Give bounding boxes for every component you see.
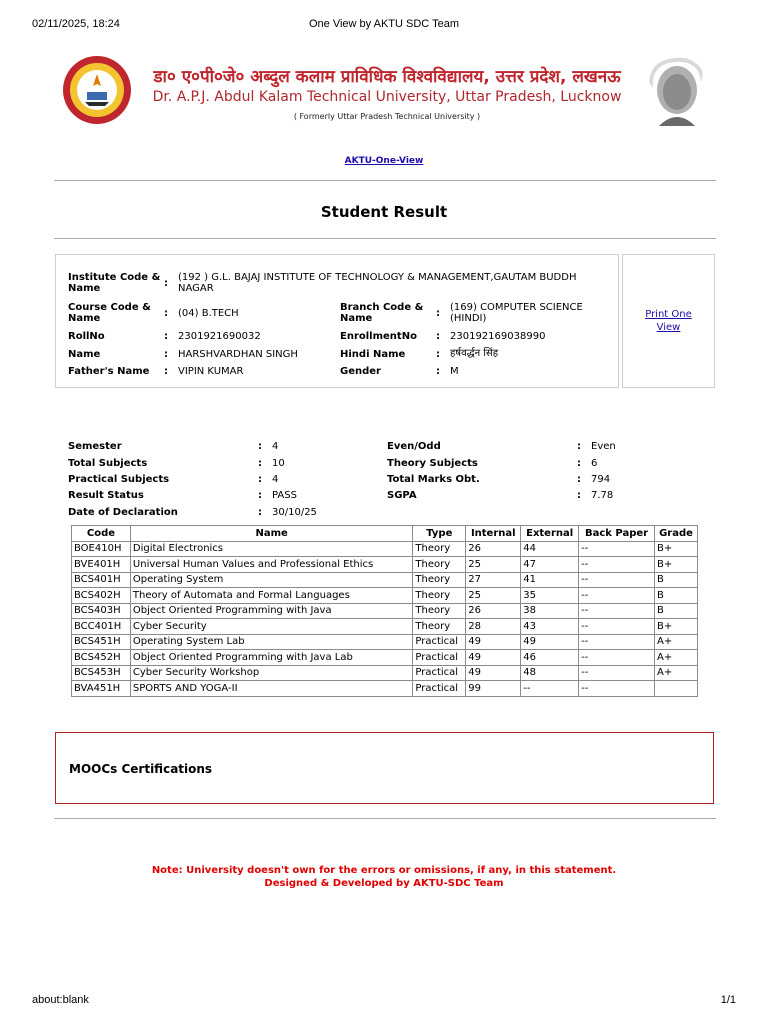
rollno-value: 2301921690032 [178,331,261,342]
print-box [622,254,715,388]
grade: B+ [655,557,698,573]
table-row [72,681,698,697]
back-paper: -- [579,588,655,604]
branch-label: Branch Code & Name [340,302,424,324]
back-paper: -- [579,681,655,697]
colon: : [258,474,262,485]
gender-label: Gender [340,366,381,377]
results-body [72,541,698,696]
grade: B [655,588,698,604]
column-header: Code [72,526,131,542]
subject-type: Theory [413,619,466,635]
colon: : [436,366,440,377]
subject-name: Object Oriented Programming with Java Lab [130,650,412,666]
external-marks: 44 [521,541,579,557]
external-marks: -- [521,681,579,697]
back-paper: -- [579,572,655,588]
theory-subjects-value: 6 [591,458,598,469]
divider [54,818,716,819]
print-header [32,18,736,32]
sgpa-label: SGPA [387,490,417,501]
total-subjects-label: Total Subjects [68,458,148,469]
subject-type: Practical [413,681,466,697]
subject-name: Operating System Lab [130,634,412,650]
total-marks-value: 794 [591,474,611,485]
colon: : [164,331,168,342]
evenodd-label: Even/Odd [387,441,441,452]
colon: : [164,308,168,319]
colon: : [577,441,581,452]
gender-value: M [450,366,459,377]
colon: : [164,366,168,377]
university-logo-icon [61,54,133,126]
subject-type: Theory [413,572,466,588]
back-paper: -- [579,557,655,573]
subject-type: Theory [413,557,466,573]
colon: : [258,507,262,518]
subject-code: BCC401H [72,619,131,635]
subject-code: BCS403H [72,603,131,619]
result-status-label: Result Status [68,490,144,501]
portrait-image-icon [639,52,713,126]
grade [655,681,698,697]
moocs-section [55,732,714,804]
colon: : [436,308,440,319]
print-one-view-link[interactable]: Print One View [645,309,692,333]
hindi-name-value: हर्षवर्द्धन सिंह [450,348,499,359]
external-marks: 43 [521,619,579,635]
subject-name: Cyber Security Workshop [130,665,412,681]
back-paper: -- [579,603,655,619]
enrollment-label: EnrollmentNo [340,331,417,342]
total-marks-label: Total Marks Obt. [387,474,480,485]
subject-name: Theory of Automata and Formal Languages [130,588,412,604]
column-header: Internal [466,526,521,542]
declaration-date-value: 30/10/25 [272,507,317,518]
table-row [72,619,698,635]
print-date: 02/11/2025, 18:24 [32,18,120,30]
print-footer [32,994,736,1008]
subject-type: Theory [413,603,466,619]
colon: : [164,278,168,289]
column-header: Grade [655,526,698,542]
student-info-box [55,254,619,388]
subject-code: BCS451H [72,634,131,650]
subject-type: Practical [413,650,466,666]
subject-name: Object Oriented Programming with Java [130,603,412,619]
grade: B [655,603,698,619]
subject-type: Practical [413,634,466,650]
colon: : [258,490,262,501]
back-paper: -- [579,634,655,650]
colon: : [164,349,168,360]
internal-marks: 49 [466,665,521,681]
results-table [71,525,698,697]
back-paper: -- [579,650,655,666]
rollno-label: RollNo [68,331,105,342]
subject-code: BVA451H [72,681,131,697]
colon: : [258,441,262,452]
result-status-value: PASS [272,490,297,501]
table-row [72,665,698,681]
internal-marks: 27 [466,572,521,588]
table-header-row [72,526,698,542]
course-label: Course Code & Name [68,302,151,324]
institute-value: (192 ) G.L. BAJAJ INSTITUTE OF TECHNOLOGY & MANAGEMENT,GAUTAM BUDDH NAGAR [178,272,577,294]
disclaimer-note [0,864,768,890]
internal-marks: 99 [466,681,521,697]
column-header: Name [130,526,412,542]
external-marks: 47 [521,557,579,573]
university-former-name: ( Formerly Uttar Pradesh Technical University ) [293,112,481,121]
table-row [72,650,698,666]
divider [54,180,716,181]
aktu-one-view-link[interactable]: AKTU-One-View [344,156,424,166]
grade: A+ [655,634,698,650]
colon: : [258,458,262,469]
colon: : [577,458,581,469]
external-marks: 35 [521,588,579,604]
internal-marks: 49 [466,634,521,650]
name-value: HARSHVARDHAN SINGH [178,349,298,360]
internal-marks: 25 [466,588,521,604]
table-row [72,572,698,588]
university-name-hindi: डा० ए०पी०जे० अब्दुल कलाम प्राविधिक विश्वविद्यालय, उत्तर प्रदेश, लखनऊ [153,67,621,87]
grade: A+ [655,665,698,681]
column-header: Type [413,526,466,542]
subject-name: SPORTS AND YOGA-II [130,681,412,697]
print-title: One View by AKTU SDC Team [309,18,459,30]
subject-code: BCS401H [72,572,131,588]
internal-marks: 49 [466,650,521,666]
disclaimer-line: Note: University doesn't own for the errors or omissions, if any, in this statement. [151,865,617,876]
page-title: Student Result [320,203,448,221]
internal-marks: 26 [466,541,521,557]
colon: : [577,490,581,501]
institute-label: Institute Code & Name [68,272,161,294]
hindi-name-label: Hindi Name [340,349,406,360]
external-marks: 41 [521,572,579,588]
internal-marks: 28 [466,619,521,635]
practical-subjects-value: 4 [272,474,279,485]
external-marks: 49 [521,634,579,650]
back-paper: -- [579,541,655,557]
back-paper: -- [579,619,655,635]
moocs-title: MOOCs Certifications [69,762,213,776]
theory-subjects-label: Theory Subjects [387,458,478,469]
subject-name: Cyber Security [130,619,412,635]
grade: B+ [655,541,698,557]
divider [54,238,716,239]
print-page-number: 1/1 [720,994,736,1006]
table-row [72,541,698,557]
credits-line: Designed & Developed by AKTU-SDC Team [264,878,504,889]
subject-name: Universal Human Values and Professional Ethics [130,557,412,573]
branch-value: (169) COMPUTER SCIENCE (HINDI) [450,302,583,324]
total-subjects-value: 10 [272,458,285,469]
external-marks: 46 [521,650,579,666]
university-name-english: Dr. A.P.J. Abdul Kalam Technical University, Uttar Pradesh, Lucknow [152,89,622,105]
table-row [72,557,698,573]
practical-subjects-label: Practical Subjects [68,474,170,485]
column-header: Back Paper [579,526,655,542]
print-url: about:blank [32,994,89,1006]
table-row [72,634,698,650]
subject-code: BVE401H [72,557,131,573]
external-marks: 38 [521,603,579,619]
subject-code: BCS453H [72,665,131,681]
table-row [72,588,698,604]
table-row [72,603,698,619]
semester-label: Semester [68,441,122,452]
university-header [55,50,715,130]
internal-marks: 25 [466,557,521,573]
enrollment-value: 230192169038990 [450,331,546,342]
top-nav [0,148,768,167]
subject-type: Practical [413,665,466,681]
semester-value: 4 [272,441,279,452]
subject-name: Digital Electronics [130,541,412,557]
name-label: Name [68,349,101,360]
subject-code: BCS402H [72,588,131,604]
subject-name: Operating System [130,572,412,588]
father-name-value: VIPIN KUMAR [178,366,244,377]
grade: A+ [655,650,698,666]
colon: : [436,349,440,360]
evenodd-value: Even [591,441,616,452]
back-paper: -- [579,665,655,681]
subject-type: Theory [413,541,466,557]
internal-marks: 26 [466,603,521,619]
colon: : [577,474,581,485]
father-name-label: Father's Name [68,366,150,377]
sgpa-value: 7.78 [591,490,614,501]
subject-type: Theory [413,588,466,604]
course-value: (04) B.TECH [178,308,239,319]
column-header: External [521,526,579,542]
declaration-date-label: Date of Declaration [68,507,178,518]
subject-code: BOE410H [72,541,131,557]
external-marks: 48 [521,665,579,681]
grade: B+ [655,619,698,635]
subject-code: BCS452H [72,650,131,666]
colon: : [436,331,440,342]
grade: B [655,572,698,588]
